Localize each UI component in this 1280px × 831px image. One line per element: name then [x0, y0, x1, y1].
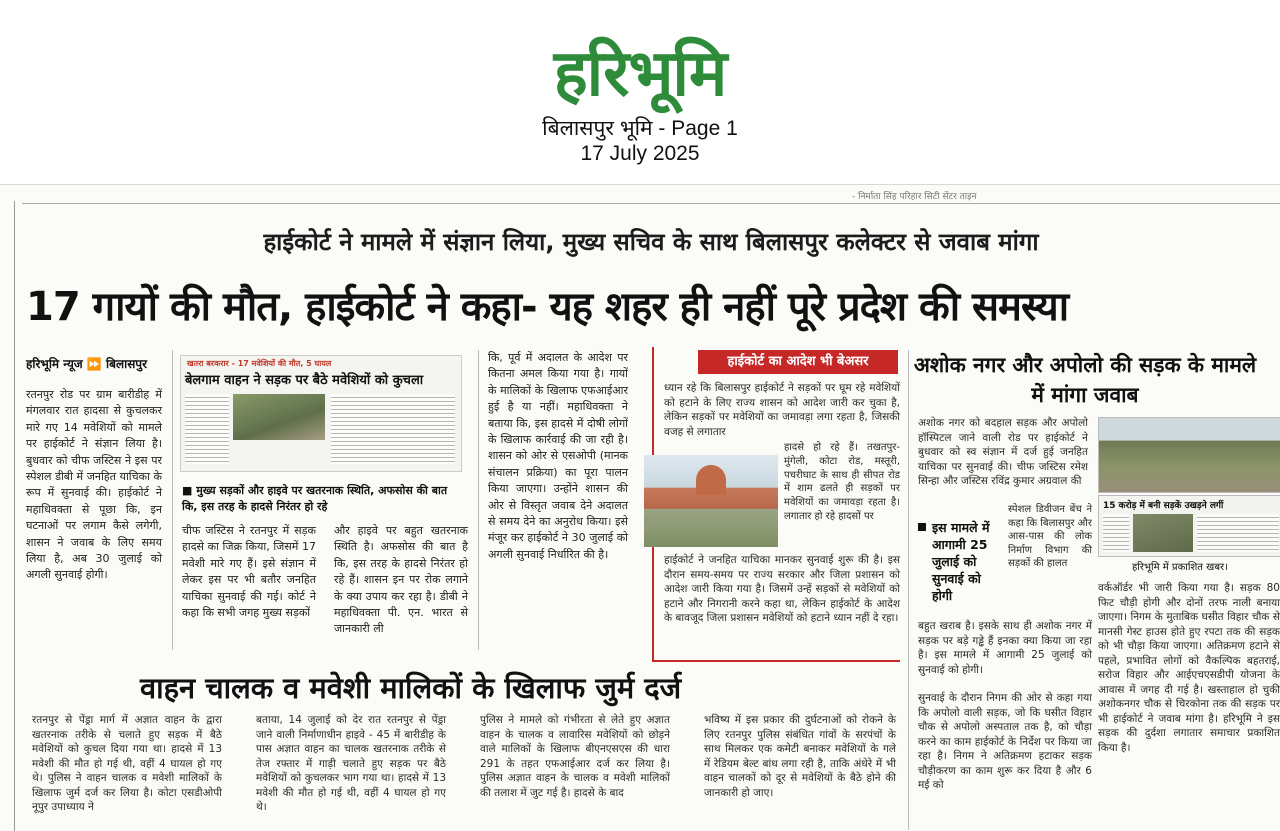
- sidebar-side-text: हादसे हो रहे हैं। तखतपुर-मुंगेली, कोटा रोड, मस्तूरी, पचरीघाट के साथ ही सीपत रोड में शाम ढलते ही सड़कों पर मवेशियों का जमावड़ा रहता है। लगातार हो रहे हादसों पर: [784, 442, 900, 522]
- right-story-side: स्पेशल डिवीजन बेंच ने कहा कि बिलासपुर और आस-पास की लोक निर्माण विभाग की सड़कों की हालत: [1008, 504, 1092, 570]
- archive-clipping: [180, 355, 462, 472]
- newspaper-page: [0, 185, 1280, 831]
- sidebar-intro: ध्यान रहे कि बिलासपुर हाईकोर्ट ने सड़कों पर घूम रहे मवेशियों को हटाने के लिए राज्य शासन को आदेश जारी कर चुका है, लेकिन सड़कों पर मवेशियों का जमावड़ा लगा रहता है, जिसकी वजह से लगातार: [664, 382, 900, 438]
- bottom-column-3: पुलिस ने मामले को गंभीरता से लेते हुए अज्ञात वाहन के चालक व लावारिस मवेशियों को छोड़ने वाले मालिकों के खिलाफ बीएनएसएस की धारा 291 के तहत एफआईआर दर्ज कर लिया है। पुलिस अज्ञात वाहन के चालक व मवेशी मालिकों की तलाश में जुट गई है। हादसे के बाद: [480, 714, 670, 799]
- story-column-3: कि, पूर्व में अदालत के आदेश पर कितना अमल किया गया है। गायों के मालिकों के खिलाफ एफआईआर हुई है या नहीं। महाधिवक्ता ने बताया कि, इस हादसे में दोषी लोगों के खिलाफ कार्रवाई की जा रही है। शासन को ओर से एसओपी (मानक संचालन प्रक्रिया) का पूरा पालन किया जाएगा। उन्होंने शासन की ओर से विस्तृत जवाब देने अदालत से समय देने का अनुरोध किया। इसे मंजूर कर हाईकोर्ट ने 30 जुलाई को अगली सुनवाई निर्धारित की है।: [488, 351, 628, 561]
- clipping-text-block: [1197, 514, 1279, 552]
- previous-news-clipping: [1098, 495, 1280, 557]
- clipping-photo: [1133, 514, 1193, 552]
- bottom-headline: वाहन चालक व मवेशी मालिकों के खिलाफ जुर्म दर्ज: [140, 671, 682, 705]
- story-headline: 17 गायों की मौत, हाईकोर्ट ने कहा- यह शहर ही नहीं पूरे प्रदेश की समस्या: [26, 284, 1069, 330]
- top-rule: [22, 203, 1280, 204]
- story-column-2a: चीफ जस्टिस ने रतनपुर में सड़क हादसे का जिक्र किया, जिसमें 17 मवेशी मारे गए हैं। इसे संज्ञान में लेकर इस पर भी बतौर जनहित याचिका सुनवाई की गई। कोर्ट ने कहा कि सभी जगह मुख्य सड़कों: [182, 524, 316, 620]
- haribhoomi-logo: हरिभूमि: [553, 37, 727, 111]
- bottom-column-1: रतनपुर से पेंड्रा मार्ग में अज्ञात वाहन के द्वारा खतरनाक तरीके से चलाते हुए सड़क में बैठे मवेशियों को कुचल दिया गया था। हादसे में 13 मवेशी की मौत हो गई थी, वहीं 4 घायल हो गए थे। पुलिस ने वाहन चालक व मवेशी मालिकों के खिलाफ जुर्म दर्ज कर लिया है। कोटा एसडीओपी नूपुर उपाध्याय ने: [32, 714, 222, 813]
- viewer-header: [0, 0, 1280, 185]
- callout-bullet: [918, 523, 926, 531]
- clipping-text-block: [185, 394, 229, 464]
- byline: हरिभूमि न्यूज ⏩ बिलासपुर: [26, 357, 148, 371]
- bottom-column-2: बताया, 14 जुलाई को देर रात रतनपुर से पेंड्रा जाने वाली निर्माणाधीन हाइवे - 45 में बारीडीह के पास अज्ञात वाहन का चालक खतरनाक तरीके से तेज रफ्तार में गाड़ी चलाते हुए सड़क पर बैठे मवेशियों को कुचलकर भाग गया था। हादसे में 13 मवेशी की मौत हो गई थी, वहीं 4 घायल हो गए थे।: [256, 714, 446, 813]
- story-column-1: रतनपुर रोड पर ग्राम बारीडीह में मंगलवार रात हादसा से कुचलकर मारे गए 14 मवेशियों को मामले पर हाईकोर्ट ने संज्ञान लिया है। बुधवार को चीफ जस्टिस ने इस पर स्पेशल डीबी में जनहित याचिका के रूप में सुनवाई की। हाईकोर्ट ने महाधिवक्ता से पूछा कि, इन घटनाओं पर लगाम कैसे लगेगी, शासन ने जवाब के लिए समय लिया है, अब 30 जुलाई को अगली सुनवाई होगी।: [26, 388, 162, 582]
- top-strip-right: - निर्माता सिंह परिहार सिटी सेंटर ताइन: [852, 192, 977, 202]
- sidebar-border-bottom: [652, 660, 900, 662]
- column-rule: [908, 350, 909, 830]
- right-story-headline: अशोक नगर और अपोलो की सड़क के मामले में मांगा जवाब: [913, 353, 1257, 407]
- edition-date: 17 July 2025: [580, 142, 700, 165]
- edition-title: बिलासपुर भूमि - Page 1: [542, 117, 738, 140]
- column-rule: [172, 350, 173, 650]
- story-kicker: हाईकोर्ट ने मामले में संज्ञान लिया, मुख्य सचिव के साथ बिलासपुर कलेक्टर से जवाब मांगा: [263, 228, 1039, 256]
- photo-credit: हरिभूमि में प्रकाशित खबर।: [1132, 562, 1228, 573]
- highcourt-photo: [644, 455, 778, 547]
- highlight-pointer: ■ मुख्य सड़कों और हाइवे पर खतरनाक स्थिति, अफसोस की बात कि, इस तरह के हादसे निरंतर हो रहे: [182, 484, 448, 513]
- road-photo: [1098, 417, 1280, 493]
- right-story-intro: अशोक नगर को बदहाल सड़क और अपोलो हॉस्पिटल जाने वाली रोड पर हाईकोर्ट ने बुधवार को स्व संज्ञान में दर्ज हुई जनहित याचिका पर सुनवाई की। चीफ जस्टिस रमेश सिन्हा और जस्टिस रविंद्र कुमार अग्रवाल की: [918, 417, 1088, 487]
- clipping-photo: [233, 394, 325, 440]
- clipping-kicker: खतरा बरकरार - 17 मवेशियों की मौत, 5 घायल: [187, 359, 332, 368]
- clipping-text-block: [331, 394, 455, 464]
- gutter-rule: [14, 201, 15, 831]
- bottom-column-4: भविष्य में इस प्रकार की दुर्घटनाओं को रोकने के लिए रतनपुर पुलिस संबंधित गांवों के सरपंचों के साथ मिलकर एक कमेटी बनाकर मवेशियों के गले में रेडियम बेल्ट बांध लगा रही है, ताकि अंधेरे में भी वाहन चालकों को दूर से मवेशियों के बैठे होने की जानकारी हो जाए।: [704, 714, 896, 799]
- right-story-body-2: सुनवाई के दौरान निगम की ओर से कहा गया कि अपोलो वाली सड़क, जो कि घसीत विहार चौक से अपोलो अस्पताल तक है, को चौड़ा करने का काम हाईकोर्ट के निर्देश पर किया जा रहा है। निगम ने अतिक्रमण हटाकर सड़क चौड़ीकरण का काम शुरू कर दिया है और 6 मई को: [918, 692, 1092, 791]
- clipping-text-block: [1103, 514, 1129, 552]
- clipping-caption: 15 करोड़ में बनी सड़कें उखड़ने लगीं: [1103, 501, 1224, 511]
- sidebar-body: हाईकोर्ट ने जनहित याचिका मानकर सुनवाई शुरू की है। इस दौरान समय-समय पर राज्य सरकार और जिला प्रशासन को आदेश जारी किया गया है। जिसमें उन्हें सड़कों से मवेशियों को हटाने और निगरानी करने कहा था, लेकिन हाईकोर्ट के आदेश के बावजूद जिला प्रशासन मवेशियों को हटाने ध्यान नहीं दे रहा।: [664, 554, 900, 624]
- clipping-headline: बेलगाम वाहन ने सड़क पर बैठे मवेशियों को कुचला: [185, 373, 424, 388]
- column-rule: [478, 350, 479, 650]
- right-story-continued: वर्कऑर्डर भी जारी किया गया है। सड़क 80 फिट चौड़ी होगी और दोनों तरफ नाली बनाया जाएगा। निगम के मुताबिक घसीत विहार चौक से मानसी गेस्ट हाउस होते हुए रपटा तक की सड़क को भी चौड़ा किया जाएगा। अतिक्रमण हटाने से पहले, प्रभावित लोगों को वैकल्पिक बहतराई, सरोज विहार और आईएचएसडीपी योजना के आवास में जगह दी गई है। खस्ताहाल हो चुकी अशोकनगर चौक से चिरकोना तक की सड़क पर भी हाईकोर्ट ने जवाब मांगा है। हरिभूमि ने इस सड़क की दुर्दशा लगातार समाचार प्रकाशित किया है।: [1098, 582, 1280, 754]
- sidebar-kicker: हाईकोर्ट का आदेश भी बेअसर: [698, 350, 898, 374]
- right-story-body: बहुत खराब है। इसके साथ ही अशोक नगर में सड़क पर बड़े गड्ढे हैं इनका क्या किया जा रहा है। इस मामले में आगामी 25 जुलाई को सुनवाई को होगी।: [918, 620, 1092, 676]
- callout-text: इस मामले में आगामी 25 जुलाई को सुनवाई को होगी: [932, 520, 990, 603]
- story-column-2b: और हाइवे पर बहुत खतरनाक स्थिति है। अफसोस की बात है कि, इस तरह के हादसे निरंतर हो रहे हैं। शासन इन पर रोक लगाने के क्या उपाय कर रहा है। डीबी ने महाधिवक्ता पी. एन. भारत से जानकारी ली: [334, 524, 468, 636]
